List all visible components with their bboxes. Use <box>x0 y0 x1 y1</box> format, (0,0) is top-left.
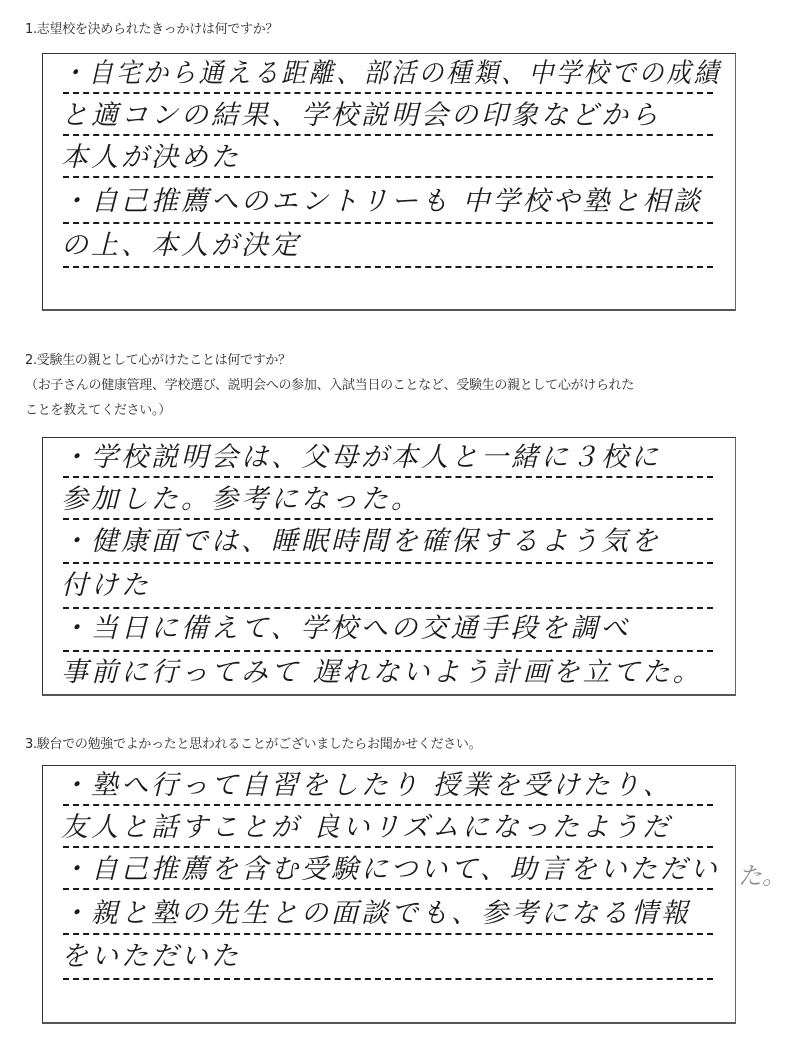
answer-1-line-3: 本人が決めた <box>61 142 241 173</box>
answer-3-line-1: ・塾へ行って自習をしたり 授業を受けたり、 <box>61 770 673 801</box>
answer-box-1 <box>42 53 736 311</box>
ruled-line <box>63 266 713 268</box>
answer-1-line-4: ・自己推薦へのエントリーも 中学校や塾と相談 <box>61 186 703 217</box>
ruled-line <box>63 888 713 890</box>
answer-3-line-2: 友人と話すことが 良いリズムになったようだ <box>61 812 673 843</box>
question-1-title: 1.志望校を決められたきっかけは何ですか？ <box>25 22 279 37</box>
ruled-line <box>63 476 713 478</box>
answer-3-overflow-text: た。 <box>738 862 786 890</box>
answer-2-line-2: 参加した。参考になった。 <box>61 484 421 515</box>
answer-3-line-3: ・自己推薦を含む受験について、助言をいただい <box>61 854 720 885</box>
ruled-line <box>63 607 713 609</box>
ruled-line <box>63 846 713 848</box>
ruled-line <box>63 650 713 652</box>
ruled-line <box>63 562 713 564</box>
answer-2-line-4: 付けた <box>61 570 151 601</box>
question-2-subtitle-line-2: ことを教えてください。） <box>25 403 171 418</box>
answer-3-line-4: ・親と塾の先生との面談でも、参考になる情報 <box>61 898 691 929</box>
ruled-line <box>63 518 713 520</box>
answer-1-line-5: の上、本人が決定 <box>61 230 301 261</box>
ruled-line <box>63 134 713 136</box>
ruled-line <box>63 933 713 935</box>
answer-2-line-3: ・健康面では、睡眠時間を確保するよう気を <box>61 526 661 557</box>
answer-box-3 <box>42 765 736 1024</box>
question-2-subtitle-line-1: （お子さんの健康管理、学校選び、説明会への参加、入試当日のことなど、受験生の親として心がけられた <box>25 378 635 393</box>
ruled-line <box>63 176 713 178</box>
answer-2-line-6: 事前に行ってみて 遅れないよう計画を立てた。 <box>61 657 703 688</box>
ruled-line <box>63 222 713 224</box>
answer-box-2 <box>42 437 736 696</box>
answer-1-line-1: ・自宅から通える距離、部活の種類、中学校での成績 <box>61 58 722 89</box>
ruled-line <box>63 92 713 94</box>
question-2-title: 2.受験生の親として心がけたことは何ですか？ <box>25 353 291 368</box>
answer-2-line-1: ・学校説明会は、父母が本人と一緒に３校に <box>61 442 661 473</box>
question-3-title: 3.駿台での勉強でよかったと思われることがございましたらお聞かせください。 <box>25 737 482 752</box>
ruled-line <box>63 978 713 980</box>
answer-2-line-5: ・当日に備えて、学校への交通手段を調べ <box>61 613 631 644</box>
answer-1-line-2: と適コンの結果、学校説明会の印象などから <box>61 100 661 131</box>
answer-3-line-5: をいただいた <box>61 941 241 972</box>
ruled-line <box>63 804 713 806</box>
